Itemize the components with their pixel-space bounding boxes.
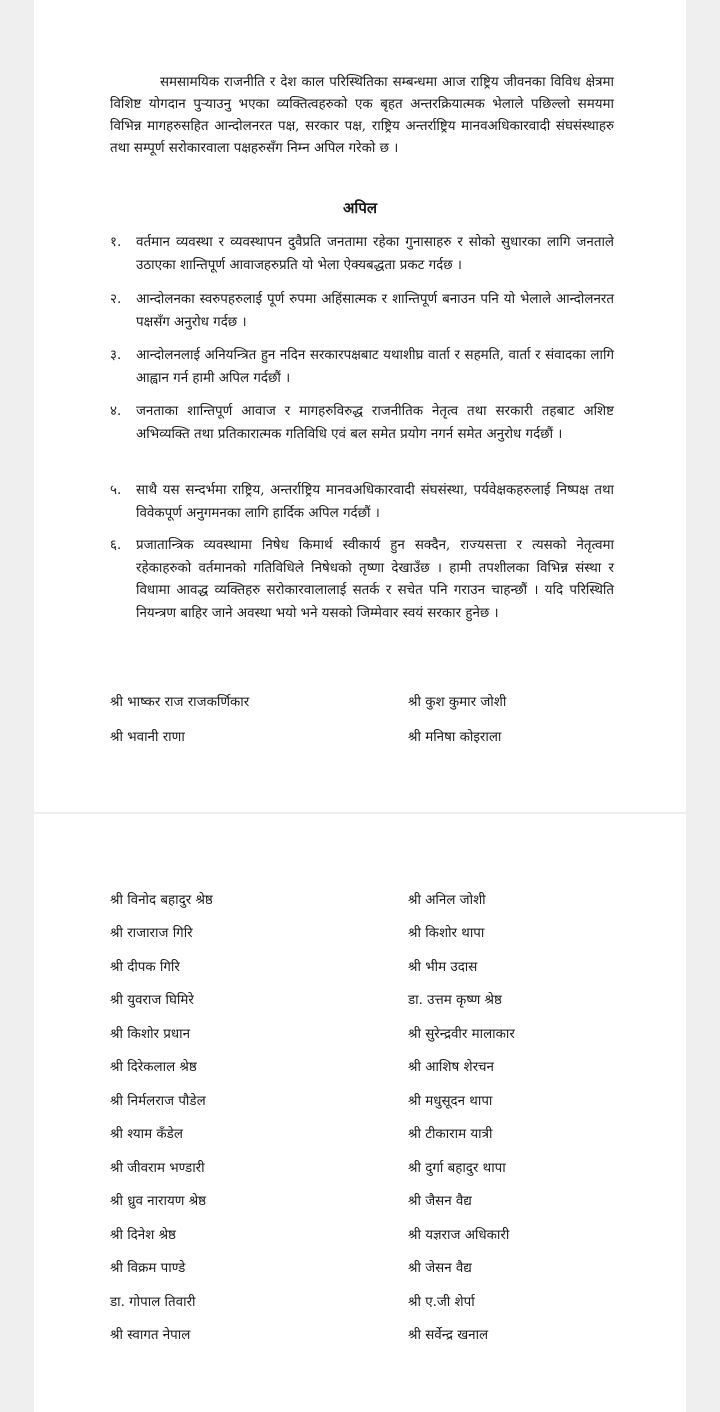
appeal-item [110,480,614,525]
signatory-name: श्री सर्वेन्द्र खनाल [408,1328,489,1343]
signatory-name: श्री अनिल जोशी [408,893,486,908]
signatory-name: श्री ए.जी शेर्पा [408,1295,475,1310]
signatory-name: श्री दीपक गिरि [110,960,180,975]
signatory-name: श्री सुरेन्द्रवीर मालाकार [408,1027,515,1042]
appeal-item [110,345,614,390]
signatory-name: श्री मधुसूदन थापा [408,1094,493,1109]
appeal-number: ५. [110,483,122,498]
signatory-name: श्री श्याम कँडेल [110,1127,183,1142]
appeal-text: आन्दोलनलाई अनियन्त्रित हुन नदिन सरकारपक्षबाट यथाशीघ्र वार्ता र सहमति, वार्ता र संवादका लागि आह्वान गर्न हामी अपिल गर्दछौं । [136,348,614,386]
signatory-name: श्री जीवराम भण्डारी [110,1161,205,1176]
appeal-number: ४. [110,404,122,419]
signatory-name: श्री भीम उदास [408,960,478,975]
signatory-name: श्री ध्रुव नारायण श्रेष्ठ [110,1194,207,1209]
signatory-name: श्री जैसन वैद्य [408,1194,472,1209]
appeal-text: जनताका शान्तिपूर्ण आवाज र मागहरुविरुद्ध राजनीतिक नेतृत्व तथा सरकारी तहबाट अशिष्ट अभिव्यक्ति तथा प्रतिकारात्मक गतिविधि एवं बल समेत प्रयोग नगर्न समेत अनुरोध गर्दछौं । [136,404,614,442]
signatory-name: श्री स्वागत नेपाल [110,1328,191,1343]
appeal-heading: अपिल [342,199,378,217]
signatory-name: श्री विनोद बहादुर श्रेष्ठ [110,893,213,908]
intro-paragraph: समसामयिक राजनीति र देश काल परिस्थितिका सम्बन्धमा आज राष्ट्रिय जीवनका विविध क्षेत्रमा विशिष्ट योगदान पुऱ्याउनु भएका व्यक्तित्वहरुको एक बृहत अन्तरक्रियात्मक भेलाले पछिल्लो समयमा विभिन्न मागहरुसहित आन्दोलनरत पक्ष, सरकार पक्ष, राष्ट्रिय अन्तर्राष्ट्रिय मानवअधिकारवादी संघसंस्थाहरु तथा सम्पूर्ण सरोकारवाला पक्षहरुसँग निम्न अपिल गरेको छ । [110,75,614,156]
signatory-name: श्री जेसन वैद्य [408,1261,472,1276]
signatory-name: श्री भाष्कर राज राजकर्णिकार [110,695,250,710]
appeal-text: प्रजातान्त्रिक व्यवस्थामा निषेध किमार्थ स्वीकार्य हुन सक्दैन, राज्यसत्ता र त्यसको नेतृत्वमा रहेकाहरुको वर्तमानको गतिविधिले निषेधको तृष्णा देखाउँछ । हामी तपशीलका विभिन्न संस्था र विधामा आवद्ध व्यक्तिहरु सरोकारवालालाई सतर्क र सचेत पनि गराउन चाहन्छौं । यदि परिस्थिति नियन्त्रण बाहिर जाने अवस्था भयो भने यसको जिम्मेवार स्वयं सरकार हुनेछ । [136,538,614,621]
appeal-text: वर्तमान व्यवस्था र व्यवस्थापन दुवैप्रति जनतामा रहेका गुनासाहरु र सोको सुधारका लागि जनताले उठाएका शान्तिपूर्ण आवाजहरुप्रति यो भेला ऐक्यबद्धता प्रकट गर्दछ । [136,235,614,273]
signatory-name: श्री निर्मलराज पौडेल [110,1094,206,1109]
signatory-name: डा. गोपाल तिवारी [110,1295,196,1310]
signatory-name: श्री दिरेकलाल श्रेष्ठ [110,1060,197,1075]
appeal-number: २. [110,292,122,307]
signatory-name: श्री कुश कुमार जोशी [408,695,507,710]
signatory-name: श्री दिनेश श्रेष्ठ [110,1228,176,1243]
signatory-name: श्री दुर्गा बहादुर थापा [408,1161,506,1176]
appeal-item [110,401,614,446]
appeal-number: ६. [110,538,122,553]
signatory-name: श्री किशोर थापा [408,926,485,941]
signatory-name: श्री युवराज घिमिरे [110,993,194,1008]
signatory-name: श्री मनिषा कोइराला [408,730,502,745]
appeal-text: आन्दोलनका स्वरुपहरुलाई पूर्ण रुपमा अहिंसात्मक र शान्तिपूर्ण बनाउन पनि यो भेलाले आन्दोलनरत पक्षसँग अनुरोध गर्दछ । [136,292,614,330]
signatory-name: श्री यज्ञराज अधिकारी [408,1228,510,1243]
signatory-name: श्री किशोर प्रधान [110,1027,191,1042]
signatory-name: डा. उत्तम कृष्ण श्रेष्ठ [408,993,502,1008]
appeal-number: ३. [110,348,122,363]
signatory-name: श्री राजाराज गिरि [110,926,193,941]
signatory-name: श्री आशिष शेरचन [408,1060,494,1075]
signatory-name: श्री टीकाराम यात्री [408,1127,493,1142]
appeal-text: साथै यस सन्दर्भमा राष्ट्रिय, अन्तर्राष्ट्रिय मानवअधिकारवादी संघसंस्था, पर्यवेक्षकहरुलाई निष्पक्ष तथा विवेकपूर्ण अनुगमनका लागि हार्दिक अपिल गर्दछौं । [136,483,614,521]
appeal-number: १. [110,235,122,250]
document-page-2 [34,814,686,1412]
signatory-name: श्री विक्रम पाण्डे [110,1261,186,1276]
appeal-item [110,232,614,277]
appeal-item [110,535,614,625]
appeal-item [110,289,614,334]
signatory-name: श्री भवानी राणा [110,730,185,745]
document-page-1 [34,0,686,812]
